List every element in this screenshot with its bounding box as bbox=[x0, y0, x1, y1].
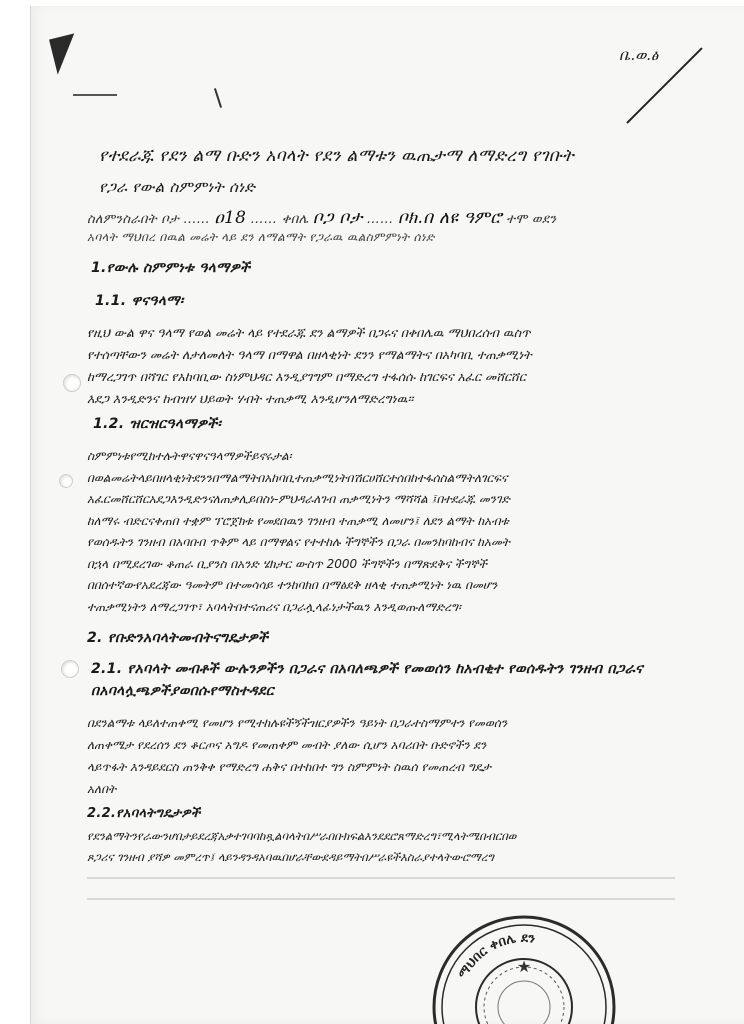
punch-hole bbox=[59, 474, 73, 488]
section-1-1-heading: 1.1. ዋናዓላማ፡ bbox=[95, 293, 184, 309]
section-1-1-text: የዚህ ውል ዋና ዓላማ የወል መሬት ላይ የተደራጁ ደን ልማዎች በጋሩና በቀበሌዉ ማህበረሰብ ዉስጥ የተሰጣቸውን መሬት ለታለመለት ዓላማ በማዋል በዘላቂነት ደንን የማልማትና በአካባቢ ተጠቃሚነት ከማረጋገጥ በሻገር የአከባቢው ስነምህዳር እንዲያገግም በማድረግ ተፋሰሱ ከገርፍና አፈር መሸርሸር እደጋ እንዲድንና ከብዝሃ ህይወት ሃብት ተጠቃሚ እንዲሆንለማድረግነዉ፡፡ bbox=[87, 325, 532, 406]
scan-mark bbox=[73, 94, 117, 96]
punch-hole bbox=[63, 374, 81, 392]
stamp-star-icon: ★ bbox=[516, 957, 532, 976]
section-2-1-text: በደንልማቱ ላይለተጠቀሚ የመሆን የሚተከሉዩችኝችዝርያዎችን ዓይነት በጋራተስማምተን የመወሰን ለጠቀሜታ የደረሰን ደን ቆርጦና አግዶ የመጠቀም መብት ያለው ሲሆን አባሪበት ቡድኖችን ደን ላይጥፋት እንዳይደርስ ጠንቅቀ የማድረግ ሐቅና በተከበተ ግን ስምምነት ስዉሰ የመጠረብ ግዴታ አለበት bbox=[87, 716, 508, 796]
signature-prefix: ስለምንስራበት ቦታ bbox=[87, 212, 180, 227]
signature-line-2: አባላት ማህበረ በዉል መሬት ላይ ደን ለማልማት የጋራዉ ዉልስምምነት ሰነድ bbox=[87, 230, 435, 244]
signature-middle: ቀበሌ bbox=[281, 212, 309, 227]
handwritten-entry-3: ቦክ.በ ለዩ ዓምሮ bbox=[397, 208, 502, 228]
faded-text-lines bbox=[87, 872, 675, 912]
official-stamp bbox=[429, 912, 619, 1024]
signature-line: ስለምንስራበት ቦታ …… ዐ18 …… ቀበሌ ቦጋ ቦታ …… ቦክ.በ ለዩ ዓምሮ ተሞ ወደን bbox=[87, 208, 557, 228]
section-2-1-heading: 2.1. የአባላት መብቶች ውሉንዎችን በጋራና በአባለጫዎች የመወሰን ከአብቂተ የወሰዱትን ገንዘብ በጋራና በአባላሏጫዎችያወበሱየማስተዳደር bbox=[91, 661, 643, 699]
document-title: የተደራጁ የደን ልማ ቡድን አባላት የደን ልማቱን ዉጤታማ ለማድረግ የገቡት bbox=[99, 146, 574, 166]
corner-fold-mark bbox=[49, 33, 83, 74]
document-subtitle: የጋራ የውል ስምምነት ሰነድ bbox=[99, 178, 256, 196]
page-number: ቤ.ወ.ፅ bbox=[619, 46, 659, 64]
section-2-heading: 2. የቡድንአባላትመብትናግዴታዎች bbox=[87, 630, 269, 646]
handwritten-entry-2: ቦጋ ቦታ bbox=[312, 208, 363, 228]
pen-tick-mark bbox=[214, 88, 222, 108]
signature-suffix: ተሞ ወደን bbox=[506, 212, 557, 227]
stamp-text: ማህበር ቀበሌ ደን bbox=[455, 930, 536, 982]
section-2-2-text: የደንልማትንየራውንሆበታይደረጃአቃተገባባከጿልባላትበሥራበቡክፍልእንደደሮጸማድረግ፣ሚላትሜበብርበወ ጾጋሪና ገንዘብ ያሻዎ መምረጥ፤ ላይንዳንዳአባዉበሆራቸውደዳይማትበሥራዩችእስራያተላትውሮማረግ bbox=[87, 829, 517, 864]
handwritten-entry-1: ዐ18 bbox=[214, 208, 247, 228]
section-1-2-text: ስምምነቱየሚከተሉትዋናዋናዓላማዎችይኖሩታል፡ በወልመሬትላይበዘላቂነትደንንበማልማትበአከባቢተጠቃሚነትበሽርሀሸርተሰበከተፋሰስልማትለገርፍና አፈርመሸርሸርአደጋእንዲድንናለጠቃሊይበስነ-ምህዳራለገብ ጠቃሚነትን ማሻሻል ፤በተደራጁ መንገድ ከለማሩ ብድርናቀጠበ ተቋም ፕሮጀክቱ የመደበዉን ገንዘብ ተጠቃሚ ለመሆን፤ ለደን ልማት ከአብቱ የወሰዱትን ገንዘብ በአባቡበ ጥቅም ላይ በማዋልና የተተከሉ ችግኞችን በጋራ በመንከባከብና ከአመት በኋላ በሚደረገው ቆጠራ ቢያንስ በአንድ ሄክታር ውስጥ 2000 ችግኞችን በማጽደቅና ችግኞች በበሰተኛውየአደረጃው ዓመትም በተመሳሳይ ተንከባክበ በማፅደቅ ዘላቂ ተጠቃሚነት ነዉ በመሆን ተጠቃሚነትን ለማረጋገጥ፣ አባላትበተናጠሪና በጋራሏላፊነታችዉን እንዲወጡለማድረግ፡ bbox=[87, 449, 510, 614]
section-2-2-heading: 2.2.የአባላትግዴታዎች bbox=[87, 806, 201, 821]
section-1-heading: 1.የውሉ ስምምነቱ ዓላማዎች bbox=[91, 260, 251, 276]
section-1-2-heading: 1.2. ዝርዝርዓላማዎች፡ bbox=[93, 416, 222, 432]
punch-hole bbox=[61, 660, 79, 678]
document-page bbox=[30, 6, 744, 1024]
